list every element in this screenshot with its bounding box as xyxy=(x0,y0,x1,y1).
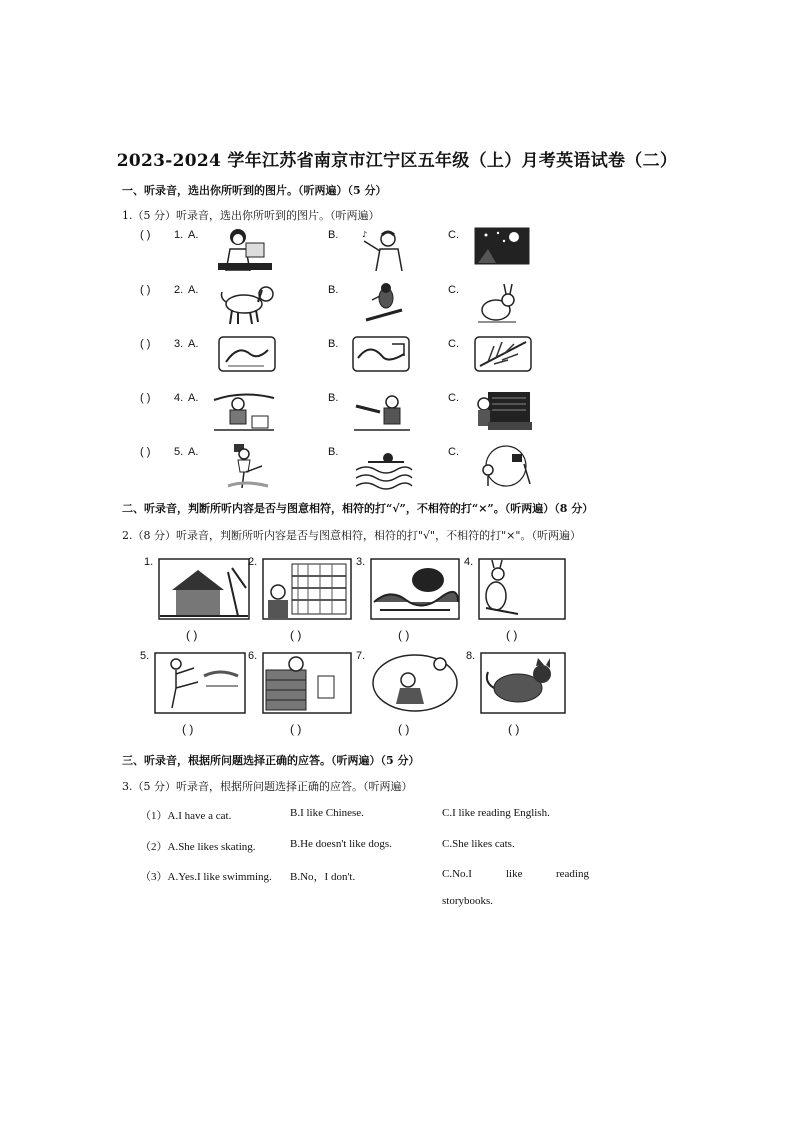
answer-paren[interactable]: ( ) xyxy=(140,338,151,350)
answer-paren[interactable]: ( ) xyxy=(186,628,198,642)
option-a-label: A. xyxy=(188,338,199,350)
boy-cleaning-picture xyxy=(212,390,276,434)
item-number: 1. xyxy=(144,556,154,568)
choice-1b[interactable]: B.I like Chinese. xyxy=(290,807,364,819)
answer-paren[interactable]: ( ) xyxy=(290,628,302,642)
choice-2a[interactable]: （2）A.She likes skating. xyxy=(140,841,256,853)
option-c-label: C. xyxy=(448,446,459,458)
page-title: 2023-2024 学年江苏省南京市江宁区五年级（上）月考英语试卷（二） xyxy=(116,151,678,171)
girl-reading-picture xyxy=(216,227,274,271)
option-a-label: A. xyxy=(188,446,199,458)
item-number: 3. xyxy=(356,556,366,568)
q2-item-3 xyxy=(356,556,460,642)
row-number: 1. xyxy=(174,229,184,241)
q2-item-8 xyxy=(466,650,566,736)
choice-1c[interactable]: C.I like reading English. xyxy=(442,807,550,819)
item-number: 8. xyxy=(466,650,476,662)
choice-2b[interactable]: B.He doesn't like dogs. xyxy=(290,838,392,850)
option-a-label: A. xyxy=(188,392,199,404)
row-number: 3. xyxy=(174,338,184,350)
option-c-label: C. xyxy=(448,392,459,404)
option-c-label: C. xyxy=(448,284,459,296)
choice-1a[interactable]: （1）A.I have a cat. xyxy=(140,810,232,822)
option-b-label: B. xyxy=(328,446,339,458)
option-c-label: C. xyxy=(448,229,459,241)
q2-item-7 xyxy=(356,650,460,736)
children-kite-picture xyxy=(474,444,538,490)
question-3-text: 3.（5 分）听录音，根据所问题选择正确的应答。（听两遍） xyxy=(122,780,413,793)
answer-paren[interactable]: ( ) xyxy=(506,628,518,642)
item-number: 2. xyxy=(248,556,258,568)
answer-paren[interactable]: ( ) xyxy=(182,722,194,736)
question-1-text: 1.（5 分）听录音，选出你所听到的图片。（听两遍） xyxy=(122,209,380,222)
option-c-label: C. xyxy=(448,338,459,350)
boy-playing-football-picture xyxy=(370,652,460,714)
q1-row-3 xyxy=(138,336,598,380)
option-b-label: B. xyxy=(328,229,339,241)
boy-bookshelf-picture xyxy=(262,558,352,620)
svg-text:♪: ♪ xyxy=(362,230,368,239)
section-2-heading: 二、听录音，判断所听内容是否与图意相符，相符的打“√”，不相符的打“×”。（听两遍）（8 分） xyxy=(122,502,594,515)
option-b-label: B. xyxy=(328,392,339,404)
hands-picture xyxy=(218,336,276,372)
girl-dancing-picture xyxy=(218,444,272,490)
choice-3c[interactable]: C.No.I xyxy=(442,868,472,880)
bird-on-branch-picture xyxy=(364,282,404,326)
choice-3c-word-2: like xyxy=(506,868,523,880)
choice-3c-word-4: storybooks. xyxy=(442,895,494,907)
feather-picture xyxy=(474,336,532,372)
boy-singing-picture xyxy=(358,227,408,271)
answer-paren[interactable]: ( ) xyxy=(398,628,410,642)
q2-item-1 xyxy=(144,556,250,642)
choice-2c[interactable]: C.She likes cats. xyxy=(442,838,515,850)
q2-item-2 xyxy=(248,556,352,642)
section-3-heading: 三、听录音，根据所问题选择正确的应答。（听两遍）（5 分） xyxy=(122,754,420,767)
house-scene-picture xyxy=(158,558,250,620)
section-1-heading: 一、听录音，选出你所听到的图片。（听两遍）（5 分） xyxy=(122,184,387,197)
choice-3c-word-3: reading xyxy=(556,868,589,880)
row-number: 5. xyxy=(174,446,184,458)
q2-item-5 xyxy=(140,650,246,736)
dog-picture xyxy=(216,282,278,326)
answer-paren[interactable]: ( ) xyxy=(140,284,151,296)
q2-item-6 xyxy=(248,650,352,736)
boy-swimming-pool-picture xyxy=(352,390,412,434)
animal-scene-picture xyxy=(370,558,460,620)
swimmer-picture xyxy=(352,444,414,490)
q1-row-1 xyxy=(138,227,598,271)
option-a-label: A. xyxy=(188,284,199,296)
item-number: 4. xyxy=(464,556,474,568)
answer-paren[interactable]: ( ) xyxy=(140,229,151,241)
cat-picture xyxy=(480,652,566,714)
q1-row-4 xyxy=(138,390,598,434)
answer-paren[interactable]: ( ) xyxy=(140,446,151,458)
option-b-label: B. xyxy=(328,338,339,350)
option-a-label: A. xyxy=(188,229,199,241)
q2-item-4 xyxy=(464,556,566,642)
option-b-label: B. xyxy=(328,284,339,296)
answer-paren[interactable]: ( ) xyxy=(290,722,302,736)
night-scene-picture xyxy=(474,227,530,267)
boy-playing-piano-picture xyxy=(474,390,534,434)
q1-row-5 xyxy=(138,444,598,488)
row-number: 4. xyxy=(174,392,184,404)
answer-paren[interactable]: ( ) xyxy=(140,392,151,404)
item-number: 7. xyxy=(356,650,366,662)
kangaroo-picture xyxy=(478,558,566,620)
answer-paren[interactable]: ( ) xyxy=(508,722,520,736)
choice-3a[interactable]: （3）A.Yes.I like swimming. xyxy=(140,871,272,883)
girl-dancing-scene-picture xyxy=(154,652,246,714)
room-with-ball-picture xyxy=(262,652,352,714)
row-number: 2. xyxy=(174,284,184,296)
q1-row-2 xyxy=(138,282,598,326)
item-number: 6. xyxy=(248,650,258,662)
answer-paren[interactable]: ( ) xyxy=(398,722,410,736)
rabbit-picture xyxy=(472,282,522,326)
choice-3b[interactable]: B.No，I don't. xyxy=(290,871,356,883)
item-number: 5. xyxy=(140,650,150,662)
question-2-text: 2.（8 分）听录音，判断所听内容是否与图意相符，相符的打"√"，不相符的打"×"。（听两遍） xyxy=(122,529,581,542)
wave-picture xyxy=(352,336,410,372)
